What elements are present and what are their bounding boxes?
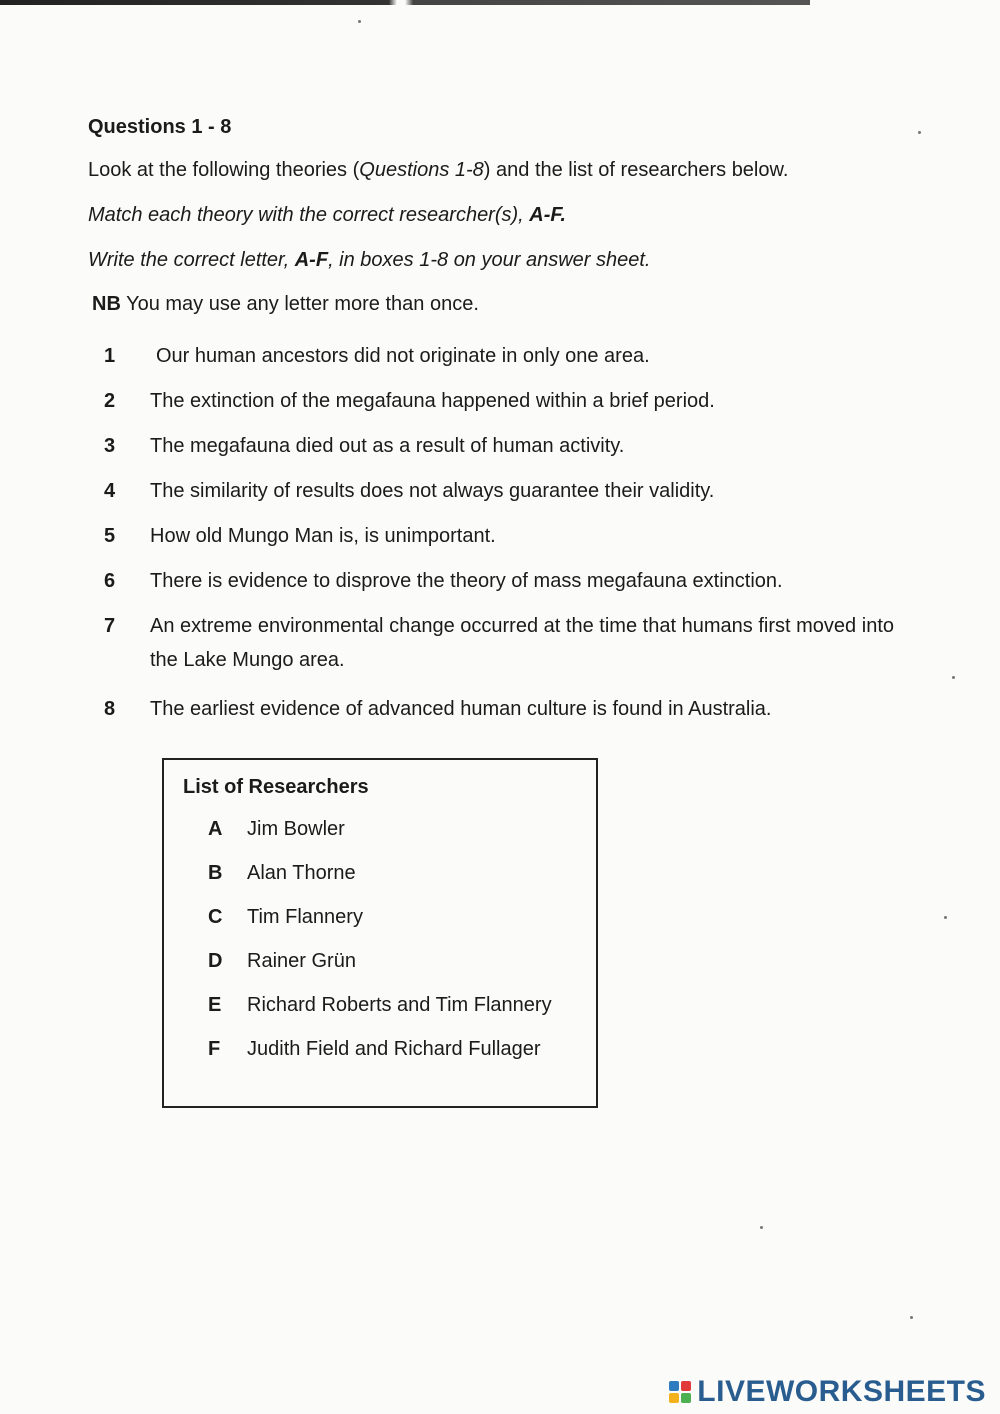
instruction-line-1: [88, 159, 788, 182]
liveworksheets-logo[interactable]: [669, 1375, 986, 1409]
researcher-name: Richard Roberts and Tim Flannery: [247, 994, 552, 1016]
instruction-text: Write the correct letter,: [88, 249, 295, 271]
researcher-letter: B: [208, 862, 223, 884]
question-number: 3: [104, 435, 116, 457]
scan-speck: [910, 1316, 913, 1319]
researcher-item: [208, 1038, 552, 1082]
nb-label: NB: [92, 293, 121, 315]
researchers-title: List of Researchers: [183, 776, 369, 798]
scan-edge: [0, 0, 810, 5]
researcher-name: Judith Field and Richard Fullager: [247, 1038, 541, 1060]
instruction-text: Match each theory with the correct researcher(s),: [88, 204, 530, 226]
researcher-name: Tim Flannery: [247, 906, 363, 928]
question-text: The extinction of the megafauna happened within a brief period.: [150, 390, 715, 412]
researchers-list: [208, 818, 552, 1082]
question-text: An extreme environmental change occurred at the time that humans first moved into the Lake Mungo area.: [150, 615, 894, 671]
question-item: [104, 478, 894, 504]
instruction-line-4: [92, 293, 479, 316]
logo-square: [681, 1381, 691, 1391]
instruction-line-3: [88, 249, 650, 272]
question-number: 8: [104, 698, 116, 720]
instruction-emphasis: Questions 1-8: [359, 159, 484, 181]
researcher-letter: C: [208, 906, 223, 928]
logo-text: LIVEWORKSHEETS: [697, 1375, 986, 1408]
instruction-text: , in boxes 1-8 on your answer sheet.: [328, 249, 651, 271]
scan-speck: [918, 131, 921, 134]
question-text: There is evidence to disprove the theory of mass megafauna extinction.: [150, 570, 783, 592]
researcher-letter: E: [208, 994, 222, 1016]
instruction-emphasis: A-F.: [529, 204, 566, 226]
researcher-letter: D: [208, 950, 223, 972]
researcher-name: Jim Bowler: [247, 818, 345, 840]
instruction-line-2: [88, 204, 566, 227]
logo-square: [669, 1381, 679, 1391]
question-item: [104, 433, 894, 459]
logo-square: [681, 1393, 691, 1403]
question-number: 5: [104, 525, 116, 547]
question-list: [104, 343, 894, 741]
researcher-letter: F: [208, 1038, 221, 1060]
question-text: The earliest evidence of advanced human culture is found in Australia.: [150, 698, 772, 720]
scan-speck: [944, 916, 947, 919]
researcher-name: Alan Thorne: [247, 862, 356, 884]
question-number: 6: [104, 570, 116, 592]
researchers-box: [162, 758, 598, 1108]
question-item: [104, 523, 894, 549]
instruction-text: ) and the list of researchers below.: [483, 159, 789, 181]
researcher-item: [208, 994, 552, 1038]
researcher-name: Rainer Grün: [247, 950, 356, 972]
researcher-item: [208, 818, 552, 862]
instruction-text: You may use any letter more than once.: [120, 293, 479, 315]
question-item: [104, 613, 894, 677]
question-number: 7: [104, 615, 116, 637]
question-text: The megafauna died out as a result of human activity.: [150, 435, 625, 457]
instruction-emphasis: A-F: [294, 249, 329, 271]
question-item: [104, 696, 894, 722]
researcher-item: [208, 906, 552, 950]
liveworksheets-logo-icon: [669, 1381, 691, 1403]
question-text: How old Mungo Man is, is unimportant.: [150, 525, 496, 547]
question-item: [104, 568, 894, 594]
question-text: Our human ancestors did not originate in only one area.: [156, 345, 650, 367]
question-number: 2: [104, 390, 116, 412]
page-title: Questions 1 - 8: [88, 116, 232, 138]
researcher-item: [208, 862, 552, 906]
question-item: [104, 343, 894, 369]
scan-speck: [952, 676, 955, 679]
instruction-text: Look at the following theories (: [88, 159, 360, 181]
question-number: 4: [104, 480, 116, 502]
question-text: The similarity of results does not always guarantee their validity.: [150, 480, 715, 502]
question-item: [104, 388, 894, 414]
logo-square: [669, 1393, 679, 1403]
researcher-item: [208, 950, 552, 994]
scan-speck: [358, 20, 361, 23]
researcher-letter: A: [208, 818, 223, 840]
scan-speck: [760, 1226, 763, 1229]
question-number: 1: [104, 345, 116, 367]
